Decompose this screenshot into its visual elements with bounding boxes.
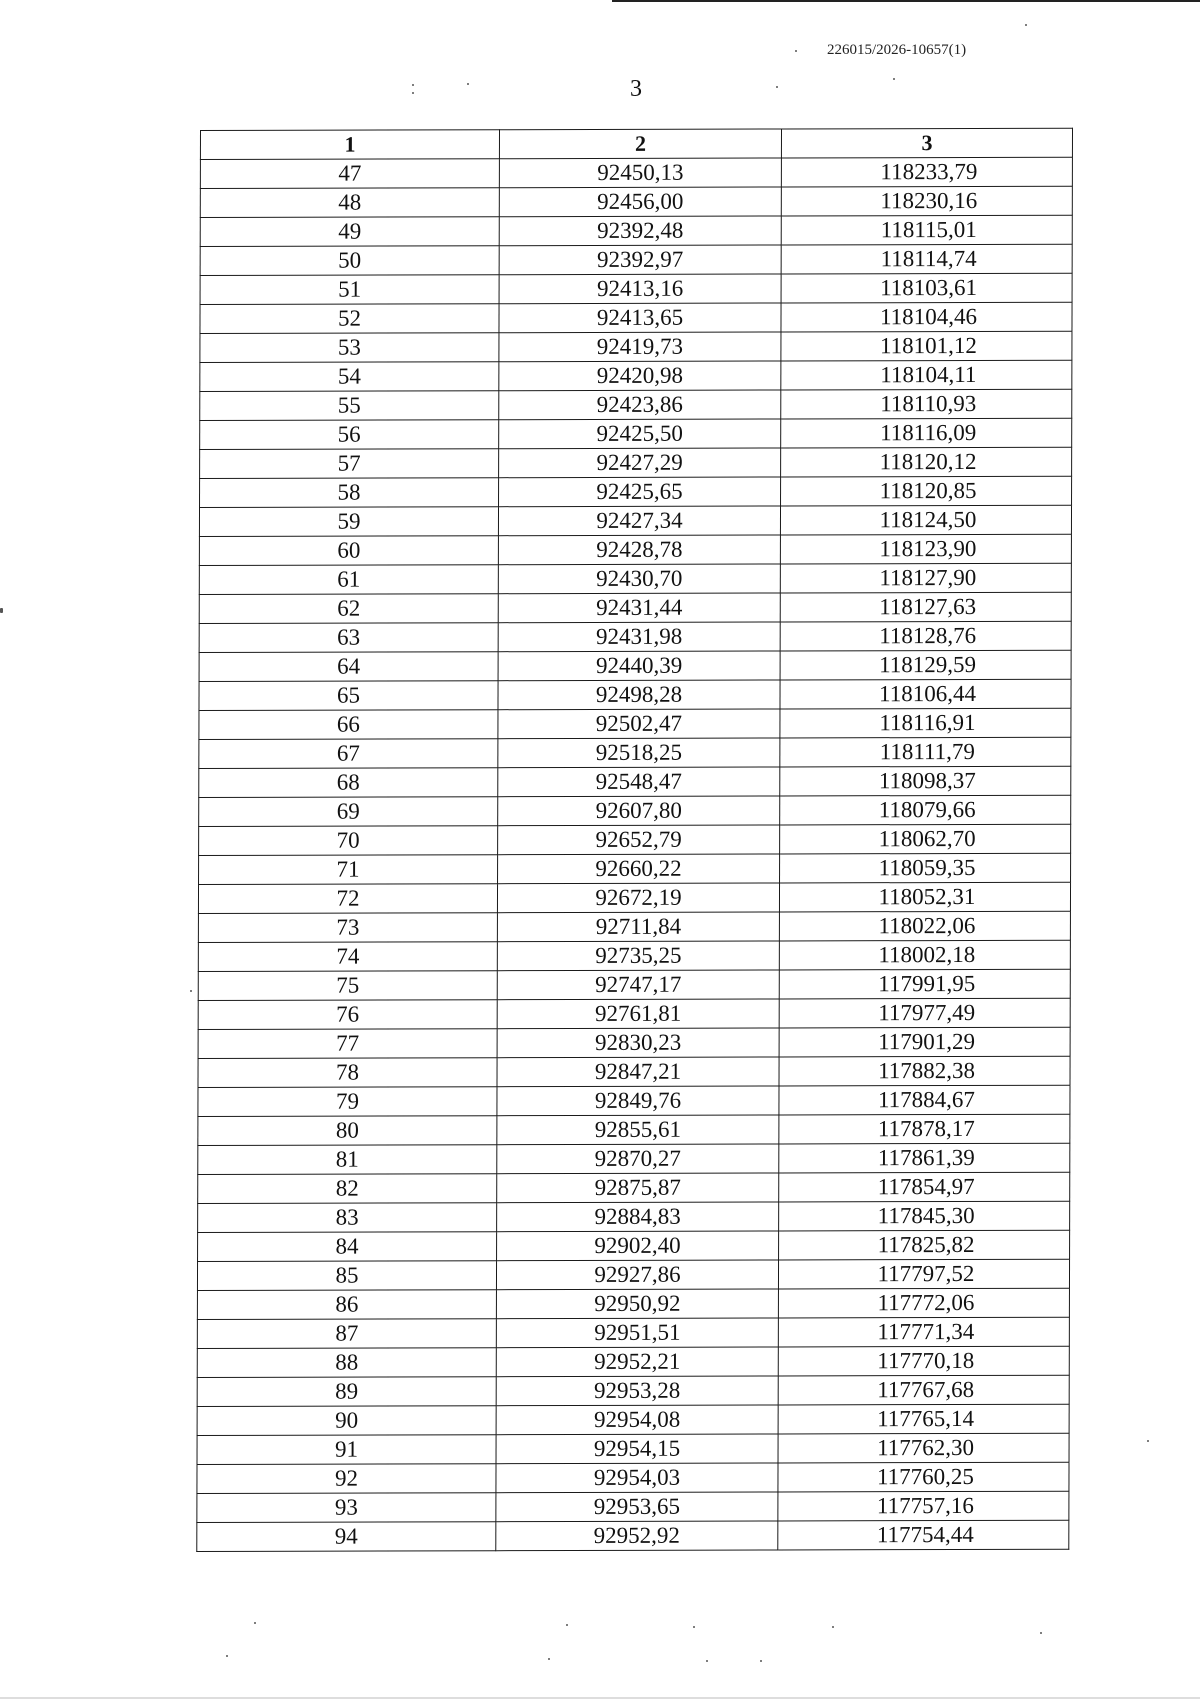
point-number-cell: 94 — [197, 1522, 496, 1552]
table-row — [199, 853, 1071, 884]
x-coordinate-cell: 92672,19 — [497, 883, 779, 913]
point-number-cell: 91 — [197, 1435, 496, 1465]
point-number-cell: 62 — [199, 594, 498, 624]
x-coordinate-cell: 92413,65 — [499, 303, 781, 333]
point-number-cell: 89 — [197, 1377, 496, 1407]
column-header-3: 3 — [781, 128, 1072, 158]
x-coordinate-cell: 92954,03 — [496, 1463, 778, 1493]
y-coordinate-cell: 118052,31 — [779, 882, 1070, 912]
point-number-cell: 79 — [198, 1087, 497, 1117]
y-coordinate-cell: 118022,06 — [779, 911, 1070, 941]
coordinates-table — [196, 128, 1073, 1552]
table-row — [198, 1143, 1070, 1174]
point-number-cell: 51 — [200, 275, 499, 305]
x-coordinate-cell: 92427,29 — [499, 448, 781, 478]
point-number-cell: 65 — [199, 681, 498, 711]
table-row — [199, 650, 1071, 681]
x-coordinate-cell: 92607,80 — [498, 796, 780, 826]
y-coordinate-cell: 117845,30 — [779, 1201, 1070, 1231]
y-coordinate-cell: 117901,29 — [779, 1027, 1070, 1057]
table-row — [197, 1520, 1069, 1551]
x-coordinate-cell: 92884,83 — [497, 1202, 779, 1232]
y-coordinate-cell: 117854,97 — [779, 1172, 1070, 1202]
point-number-cell: 85 — [197, 1261, 496, 1291]
table-body — [197, 157, 1073, 1551]
point-number-cell: 78 — [198, 1058, 497, 1088]
table-row — [199, 563, 1071, 594]
point-number-cell: 86 — [197, 1290, 496, 1320]
y-coordinate-cell: 118116,91 — [780, 708, 1071, 738]
table-row — [197, 1491, 1069, 1522]
point-number-cell: 83 — [198, 1203, 497, 1233]
point-number-cell: 57 — [200, 449, 499, 479]
x-coordinate-cell: 92430,70 — [498, 564, 780, 594]
point-number-cell: 82 — [198, 1174, 497, 1204]
y-coordinate-cell: 118123,90 — [780, 534, 1071, 564]
table-row — [197, 1375, 1069, 1406]
table-row — [199, 534, 1071, 565]
x-coordinate-cell: 92954,08 — [496, 1405, 778, 1435]
scan-speck — [254, 1622, 256, 1624]
x-coordinate-cell: 92392,97 — [499, 245, 781, 275]
x-coordinate-cell: 92428,78 — [498, 535, 780, 565]
x-coordinate-cell: 92423,86 — [499, 390, 781, 420]
y-coordinate-cell: 118120,85 — [781, 476, 1072, 506]
y-coordinate-cell: 118079,66 — [780, 795, 1071, 825]
table-row — [198, 1172, 1070, 1203]
table-row — [200, 186, 1072, 217]
x-coordinate-cell: 92951,51 — [496, 1318, 778, 1348]
point-number-cell: 50 — [200, 246, 499, 276]
x-coordinate-cell: 92652,79 — [498, 825, 780, 855]
y-coordinate-cell: 118101,12 — [781, 331, 1072, 361]
table-row — [197, 1346, 1069, 1377]
table-row — [199, 824, 1071, 855]
x-coordinate-cell: 92870,27 — [497, 1144, 779, 1174]
scan-speck — [693, 1626, 695, 1628]
table-row — [199, 621, 1071, 652]
table-row — [197, 1404, 1069, 1435]
y-coordinate-cell: 117878,17 — [779, 1114, 1070, 1144]
scan-speck — [190, 990, 192, 992]
y-coordinate-cell: 118120,12 — [781, 447, 1072, 477]
table-row — [198, 998, 1070, 1029]
y-coordinate-cell: 118062,70 — [780, 824, 1071, 854]
table-row — [199, 795, 1071, 826]
x-coordinate-cell: 92502,47 — [498, 709, 780, 739]
top-scan-rule — [612, 0, 1200, 2]
point-number-cell: 48 — [200, 188, 499, 218]
y-coordinate-cell: 117767,68 — [778, 1375, 1069, 1405]
table-row — [198, 1201, 1070, 1232]
y-coordinate-cell: 117754,44 — [778, 1520, 1069, 1550]
table-row — [200, 331, 1072, 362]
x-coordinate-cell: 92413,16 — [499, 274, 781, 304]
table-row — [200, 476, 1072, 507]
y-coordinate-cell: 118059,35 — [780, 853, 1071, 883]
point-number-cell: 90 — [197, 1406, 496, 1436]
point-number-cell: 64 — [199, 652, 498, 682]
x-coordinate-cell: 92419,73 — [499, 332, 781, 362]
y-coordinate-cell: 118127,63 — [780, 592, 1071, 622]
y-coordinate-cell: 117882,38 — [779, 1056, 1070, 1086]
y-coordinate-cell: 118124,50 — [780, 505, 1071, 535]
x-coordinate-cell: 92440,39 — [498, 651, 780, 681]
x-coordinate-cell: 92855,61 — [497, 1115, 779, 1145]
point-number-cell: 67 — [199, 739, 498, 769]
point-number-cell: 56 — [200, 420, 499, 450]
scan-speck — [1040, 1632, 1042, 1634]
table-row — [197, 1317, 1069, 1348]
scan-speck — [0, 608, 3, 613]
table-row — [200, 447, 1072, 478]
y-coordinate-cell: 118110,93 — [781, 389, 1072, 419]
table-row — [198, 882, 1070, 913]
table-row — [198, 1085, 1070, 1116]
y-coordinate-cell: 118111,79 — [780, 737, 1071, 767]
point-number-cell: 55 — [200, 391, 499, 421]
y-coordinate-cell: 118114,74 — [781, 244, 1072, 274]
point-number-cell: 75 — [198, 971, 497, 1001]
scan-speck — [760, 1660, 762, 1662]
point-number-cell: 74 — [198, 942, 497, 972]
point-number-cell: 52 — [200, 304, 499, 334]
x-coordinate-cell: 92954,15 — [496, 1434, 778, 1464]
point-number-cell: 92 — [197, 1464, 496, 1494]
scan-speck — [226, 1655, 228, 1657]
y-coordinate-cell: 118128,76 — [780, 621, 1071, 651]
x-coordinate-cell: 92953,65 — [496, 1492, 778, 1522]
point-number-cell: 77 — [198, 1029, 497, 1059]
scan-speck — [1025, 24, 1027, 26]
y-coordinate-cell: 118116,09 — [781, 418, 1072, 448]
x-coordinate-cell: 92456,00 — [499, 187, 781, 217]
point-number-cell: 73 — [198, 913, 497, 943]
point-number-cell: 76 — [198, 1000, 497, 1030]
table-row — [200, 302, 1072, 333]
x-coordinate-cell: 92830,23 — [497, 1028, 779, 1058]
point-number-cell: 81 — [198, 1145, 497, 1175]
y-coordinate-cell: 117861,39 — [779, 1143, 1070, 1173]
table-row — [198, 1230, 1070, 1261]
x-coordinate-cell: 92392,48 — [499, 216, 781, 246]
table-row — [198, 1056, 1070, 1087]
y-coordinate-cell: 117977,49 — [779, 998, 1070, 1028]
scan-speck — [412, 92, 414, 94]
table-row — [198, 969, 1070, 1000]
y-coordinate-cell: 117771,34 — [778, 1317, 1069, 1347]
x-coordinate-cell: 92498,28 — [498, 680, 780, 710]
scan-speck — [566, 1624, 568, 1626]
table-row — [200, 273, 1072, 304]
table-row — [200, 215, 1072, 246]
point-number-cell: 70 — [199, 826, 498, 856]
column-header-1: 1 — [200, 130, 499, 160]
x-coordinate-cell: 92849,76 — [497, 1086, 779, 1116]
point-number-cell: 49 — [200, 217, 499, 247]
table-row — [199, 766, 1071, 797]
y-coordinate-cell: 118104,11 — [781, 360, 1072, 390]
table-row — [198, 1027, 1070, 1058]
y-coordinate-cell: 117884,67 — [779, 1085, 1070, 1115]
table-row — [199, 592, 1071, 623]
point-number-cell: 72 — [198, 884, 497, 914]
y-coordinate-cell: 118233,79 — [781, 157, 1072, 187]
table-row — [198, 911, 1070, 942]
point-number-cell: 60 — [199, 536, 498, 566]
scan-speck — [467, 83, 469, 85]
point-number-cell: 54 — [200, 362, 499, 392]
x-coordinate-cell: 92431,98 — [498, 622, 780, 652]
point-number-cell: 84 — [198, 1232, 497, 1262]
point-number-cell: 59 — [199, 507, 498, 537]
scan-speck — [795, 50, 797, 52]
y-coordinate-cell: 117762,30 — [778, 1433, 1069, 1463]
table-row — [198, 940, 1070, 971]
scan-speck — [832, 1626, 834, 1628]
x-coordinate-cell: 92425,50 — [499, 419, 781, 449]
x-coordinate-cell: 92735,25 — [497, 941, 779, 971]
x-coordinate-cell: 92847,21 — [497, 1057, 779, 1087]
x-coordinate-cell: 92711,84 — [497, 912, 779, 942]
table-row — [199, 679, 1071, 710]
x-coordinate-cell: 92902,40 — [497, 1231, 779, 1261]
y-coordinate-cell: 117765,14 — [778, 1404, 1069, 1434]
y-coordinate-cell: 118002,18 — [779, 940, 1070, 970]
x-coordinate-cell: 92875,87 — [497, 1173, 779, 1203]
table-row — [197, 1259, 1069, 1290]
point-number-cell: 87 — [197, 1319, 496, 1349]
table-row — [200, 360, 1072, 391]
y-coordinate-cell: 118104,46 — [781, 302, 1072, 332]
point-number-cell: 58 — [200, 478, 499, 508]
x-coordinate-cell: 92761,81 — [497, 999, 779, 1029]
table-header-row — [200, 128, 1072, 159]
x-coordinate-cell: 92420,98 — [499, 361, 781, 391]
y-coordinate-cell: 118230,16 — [781, 186, 1072, 216]
y-coordinate-cell: 117760,25 — [778, 1462, 1069, 1492]
point-number-cell: 71 — [199, 855, 498, 885]
bottom-scan-rule — [0, 1697, 1200, 1699]
table-row — [200, 157, 1072, 188]
y-coordinate-cell: 117772,06 — [778, 1288, 1069, 1318]
table-row — [199, 708, 1071, 739]
x-coordinate-cell: 92450,13 — [499, 158, 781, 188]
point-number-cell: 69 — [199, 797, 498, 827]
table-row — [197, 1288, 1069, 1319]
document-reference-number: 226015/2026-10657(1) — [827, 42, 967, 58]
y-coordinate-cell: 117797,52 — [778, 1259, 1069, 1289]
point-number-cell: 47 — [200, 159, 499, 189]
point-number-cell: 80 — [198, 1116, 497, 1146]
y-coordinate-cell: 118106,44 — [780, 679, 1071, 709]
table-row — [199, 737, 1071, 768]
x-coordinate-cell: 92548,47 — [498, 767, 780, 797]
scan-speck — [548, 1658, 550, 1660]
table-row — [200, 389, 1072, 420]
point-number-cell: 61 — [199, 565, 498, 595]
x-coordinate-cell: 92953,28 — [496, 1376, 778, 1406]
x-coordinate-cell: 92660,22 — [498, 854, 780, 884]
x-coordinate-cell: 92425,65 — [499, 477, 781, 507]
x-coordinate-cell: 92431,44 — [498, 593, 780, 623]
table-row — [199, 505, 1071, 536]
table-row — [197, 1433, 1069, 1464]
y-coordinate-cell: 118129,59 — [780, 650, 1071, 680]
y-coordinate-cell: 118115,01 — [781, 215, 1072, 245]
x-coordinate-cell: 92427,34 — [498, 506, 780, 536]
scan-speck — [412, 84, 414, 86]
point-number-cell: 53 — [200, 333, 499, 363]
y-coordinate-cell: 117770,18 — [778, 1346, 1069, 1376]
point-number-cell: 63 — [199, 623, 498, 653]
x-coordinate-cell: 92952,92 — [496, 1521, 778, 1551]
y-coordinate-cell: 118098,37 — [780, 766, 1071, 796]
scan-speck — [1147, 1440, 1149, 1442]
x-coordinate-cell: 92518,25 — [498, 738, 780, 768]
y-coordinate-cell: 118127,90 — [780, 563, 1071, 593]
x-coordinate-cell: 92950,92 — [496, 1289, 778, 1319]
x-coordinate-cell: 92927,86 — [496, 1260, 778, 1290]
column-header-2: 2 — [499, 129, 781, 159]
scan-speck — [706, 1660, 708, 1662]
y-coordinate-cell: 117991,95 — [779, 969, 1070, 999]
table-row — [200, 244, 1072, 275]
table-row — [200, 418, 1072, 449]
table-row — [198, 1114, 1070, 1145]
y-coordinate-cell: 118103,61 — [781, 273, 1072, 303]
page-number: 3 — [630, 76, 642, 102]
y-coordinate-cell: 117757,16 — [778, 1491, 1069, 1521]
table-header — [200, 128, 1072, 159]
point-number-cell: 88 — [197, 1348, 496, 1378]
table-row — [197, 1462, 1069, 1493]
scan-speck — [776, 86, 778, 88]
y-coordinate-cell: 117825,82 — [779, 1230, 1070, 1260]
x-coordinate-cell: 92747,17 — [497, 970, 779, 1000]
point-number-cell: 68 — [199, 768, 498, 798]
scan-speck — [893, 78, 895, 80]
point-number-cell: 93 — [197, 1493, 496, 1523]
point-number-cell: 66 — [199, 710, 498, 740]
x-coordinate-cell: 92952,21 — [496, 1347, 778, 1377]
